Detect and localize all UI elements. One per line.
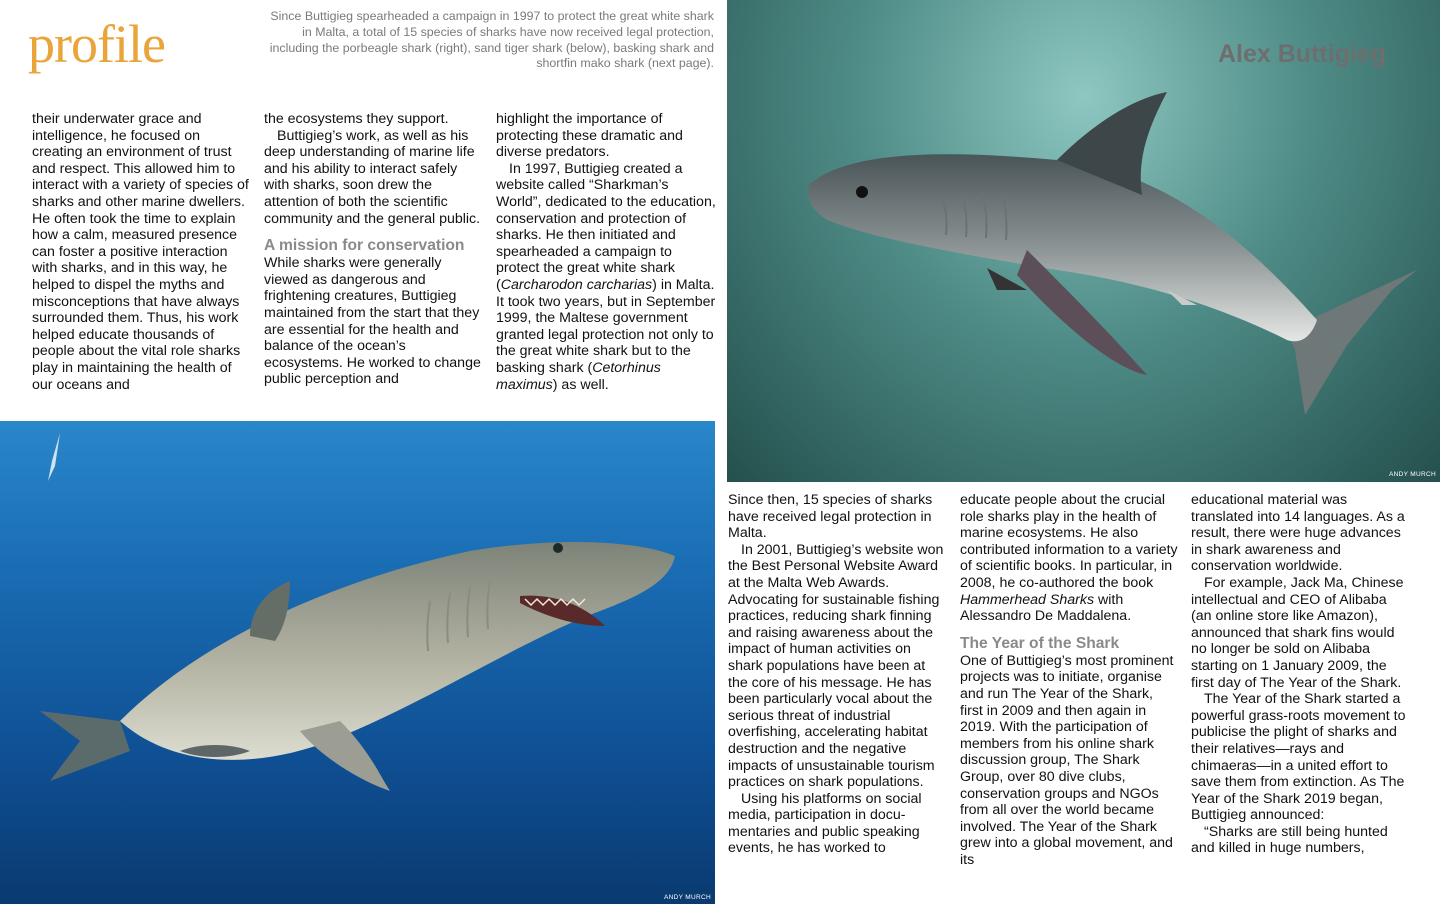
photo-caption: Since Buttigieg spearheaded a campaign in 1997 to protect the great white shark in Malta, a total of 15 species of sharks have now received legal protection, including the porbeagle shark (right), sand tiger shark (below), basking shark and shortfin mako shark (next page).	[269, 9, 714, 71]
section-title: profile	[28, 14, 165, 74]
photo-credit: ANDY MURCH	[664, 894, 711, 901]
paragraph	[496, 161, 716, 393]
text-run: ) in Malta. It took two years, but in September 1999, the Maltese government granted legal protection not only to the great white shark but to the basking shark (	[496, 276, 716, 376]
porbeagle-shark-illustration	[727, 0, 1440, 482]
paragraph: their underwater grace and intelligence, he focused on creating an environment of trust and respect. This allowed him to interact with a variety of species of sharks and other marine dwellers. He often took the time to explain how a calm, measured presence can foster a positive interaction with sharks, and in this way, he helped to dispel the myths and misconceptions that have always surrounded them. Thus, his work helped educate thousands of people about the vital role sharks play in maintaining the health of our oceans and	[32, 111, 249, 393]
paragraph: One of Buttigieg’s most prominent projects was to initiate, organise and run The Year of the Shark, first in 2009 and then again in 2019. With the participation of members from his online shark discussion group, The Shark Group, over 80 dive clubs, conservation groups and NGOs from all over the world became involved. The Year of the Shark grew into a global movement, and its	[960, 652, 1174, 868]
paragraph: the ecosystems they support.	[264, 111, 449, 127]
species-name: Cetorhinus maximus	[496, 359, 661, 393]
paragraph: For example, Jack Ma, Chinese intellectual and CEO of Alibaba (an online store like Amazon), announced that shark fins would no longer be sold on Alibaba starting on 1 January 2009, the first day of The Year of the Shark.	[1191, 574, 1404, 691]
paragraph: While sharks were generally viewed as dangerous and frightening creatures, Buttigieg maintained from the start that they are essential for the health and balance of the ocean’s ecosystems. He worked to change public perception and	[264, 255, 481, 388]
sand-tiger-shark-illustration	[0, 421, 715, 904]
article-column-6	[1191, 492, 1411, 857]
paragraph: Buttigieg’s work, as well as his deep understanding of marine life and his ability to interact safely with sharks, soon drew the attention of both the scientific community and the general public.	[264, 127, 481, 227]
article-column-5	[960, 492, 1178, 868]
paragraph: highlight the importance of protecting these dramatic and diverse predators.	[496, 111, 683, 161]
species-name: Carcharodon carcharias	[500, 276, 653, 293]
sand-tiger-shark-photo	[0, 421, 715, 904]
article-column-3	[496, 111, 716, 393]
paragraph: The Year of the Shark started a powerful grass-roots movement to publicise the plight of sharks and their relatives—rays and chimaeras—in a united effort to save them from extinction. As The Year of the Shark 2019 began, Buttigieg announced:	[1191, 691, 1406, 824]
porbeagle-shark-photo	[727, 0, 1440, 482]
paragraph: In 2001, Buttigieg’s website won the Best Personal Website Award at the Malta Web Awards. Advocating for sustainable fishing practices, reducing shark finning and raising awareness about the impact of human activities on shark populations have been at the core of his message. He has been particularly vocal about the serious threat of industrial overfishing, accelerating habitat destruction and the negative impacts of unsustainable tourism practices on shark populations.	[728, 541, 944, 791]
book-title: Hammerhead Sharks	[960, 591, 1095, 608]
article-column-2	[264, 111, 484, 388]
paragraph	[960, 492, 1178, 625]
subheading: The Year of the Shark	[960, 634, 1120, 652]
paragraph: Since then, 15 species of sharks have received legal protection in Malta.	[728, 492, 933, 542]
paragraph: Using his platforms on social media, participation in documentaries and public speaking events, he has worked to	[728, 790, 922, 857]
subheading: A mission for conservation	[264, 237, 465, 255]
photo-credit: ANDY MURCH	[1389, 471, 1436, 478]
text-run: In 1997, Buttigieg created a website called “Sharkman’s World”, dedicated to the education, conservation and protection of sharks. He then initiated and spearheaded a campaign to protect the great white shark (	[496, 160, 716, 293]
quote: “Sharks are still being hunted and killed in huge numbers,	[1191, 823, 1388, 857]
text-run: with Alessandro De Maddalena.	[960, 591, 1132, 625]
photo-title-name: Alex Buttigieg	[1218, 40, 1387, 68]
article-column-4	[728, 492, 946, 857]
text-run: educate people about the crucial role sharks play in the health of marine ecosystems. He also contributed information to a variety of scientific books. In particular, in 2008, he co-authored the book	[960, 492, 1178, 591]
article-column-1	[32, 111, 250, 393]
paragraph: educational material was translated into 14 languages. As a result, there were huge advances in shark awareness and conservation worldwide.	[1191, 492, 1405, 575]
text-run: ) as well.	[552, 376, 609, 393]
